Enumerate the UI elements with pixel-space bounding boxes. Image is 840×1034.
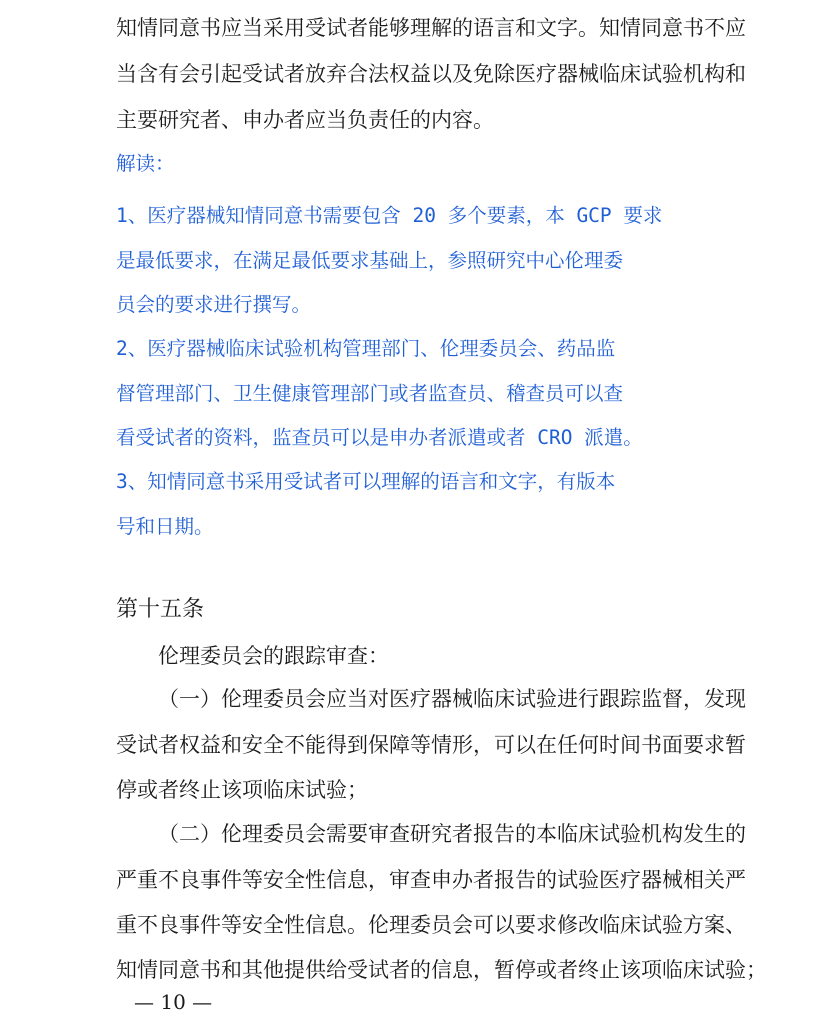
article-item-line: （一）伦理委员会应当对医疗器械临床试验进行跟踪监督，发现 (158, 687, 746, 711)
page-number: — 10 — (134, 990, 213, 1014)
interpretation-line: 号和日期。 (116, 515, 214, 538)
paragraph-line: 当含有会引起受试者放弃合法权益以及免除医疗器械临床试验机构和 (116, 62, 746, 86)
article-item-line: 严重不良事件等安全性信息，审查申办者报告的试验医疗器械相关严 (116, 868, 746, 892)
article-item-line: （二）伦理委员会需要审查研究者报告的本临床试验机构发生的 (158, 822, 746, 846)
paragraph-line: 知情同意书应当采用受试者能够理解的语言和文字。知情同意书不应 (116, 16, 746, 40)
interpretation-line: 1、医疗器械知情同意书需要包含 20 多个要素，本 GCP 要求 (116, 204, 663, 227)
article-item-line: 受试者权益和安全不能得到保障等情形，可以在任何时间书面要求暂 (116, 733, 746, 757)
paragraph-line: 主要研究者、申办者应当负责任的内容。 (116, 108, 494, 132)
interpretation-line: 看受试者的资料，监查员可以是申办者派遣或者 CRO 派遣。 (116, 426, 643, 449)
interpretation-line: 3、知情同意书采用受试者可以理解的语言和文字，有版本 (116, 470, 616, 493)
article-item-line: 知情同意书和其他提供给受试者的信息，暂停或者终止该项临床试验； (116, 958, 767, 982)
article-intro: 伦理委员会的跟踪审查： (158, 644, 389, 668)
article-item-line: 重不良事件等安全性信息。伦理委员会可以要求修改临床试验方案、 (116, 913, 746, 937)
interpretation-title: 解读： (116, 152, 175, 175)
interpretation-line: 2、医疗器械临床试验机构管理部门、伦理委员会、药品监 (116, 337, 616, 360)
interpretation-line: 督管理部门、卫生健康管理部门或者监查员、稽查员可以查 (116, 382, 624, 405)
interpretation-line: 是最低要求，在满足最低要求基础上，参照研究中心伦理委 (116, 249, 624, 272)
article-title: 第十五条 (116, 597, 205, 622)
article-item-line: 停或者终止该项临床试验； (116, 778, 368, 802)
interpretation-line: 员会的要求进行撰写。 (116, 293, 312, 316)
